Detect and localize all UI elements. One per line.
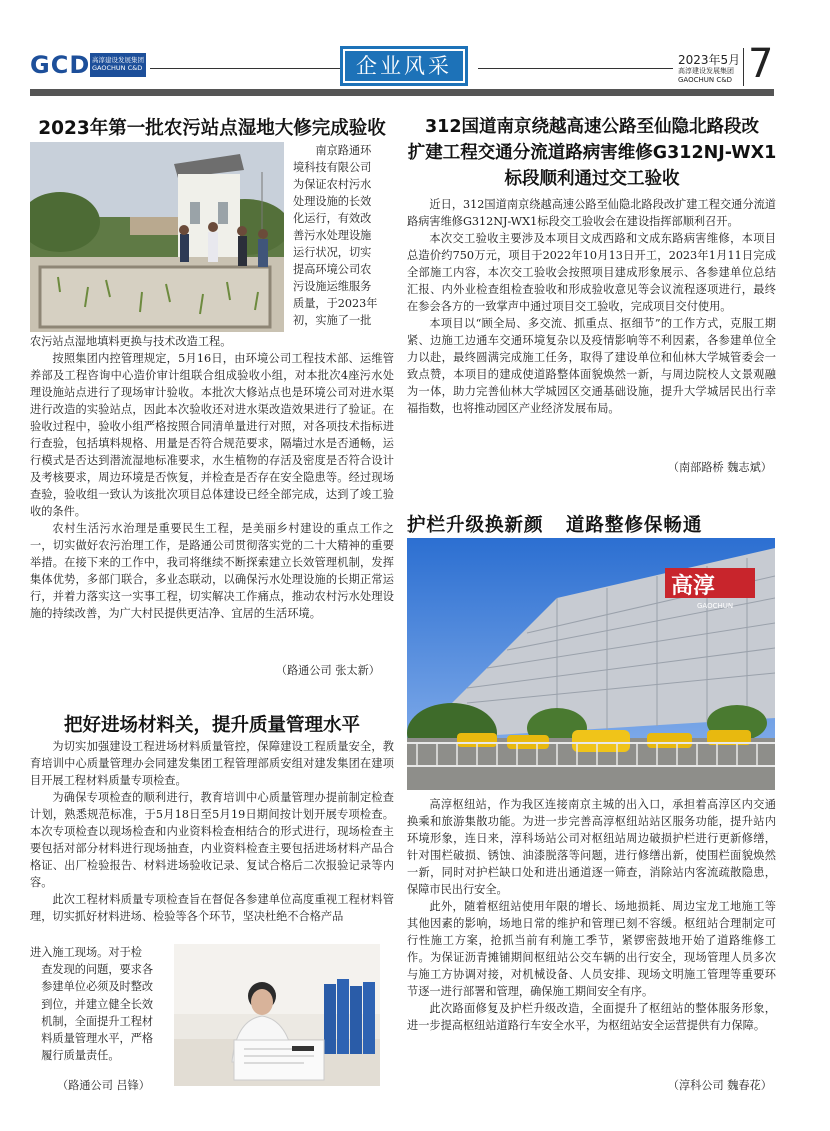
bus-terminal-image (407, 538, 775, 790)
intro-line: 处理设施的长效 (293, 195, 372, 208)
article3-paragraph-3: 本项目以“顾全局、多交流、抓重点、抠细节”的工作方式，克服工期紧、边施工边通车交通环境复杂以及疫情影响等不利因素，各参建单位全力以赴，最终圆满完成施工任务，取得了建设单位和仙林大学城管委会一致点赞，本项目的建成使道路整体面貌焕然一新，与周边院校人文景观融为一体，助力完善仙林大学城园区交通基础设施，提升大学城居民出行幸福指数，也将推动园区产业经济发展布局。 (407, 317, 776, 415)
article1-paragraph-3: 农村生活污水治理是重要民生工程，是美丽乡村建设的重点工作之一，切实做好农污治理工作，是路通公司贯彻落实党的二十大精神的重要举措。在接下来的工作中，我司将继续不断探索建立长效管理机制，发挥集体优势，多部门联合，多业态联动，以确保污水处理设施的长期正常运行，并着力落实这一实事工程，切实解决工作痛点，推动农村污水处理设施的持续改善，为广大村民提供更洁净、宜居的生活环境。 (30, 522, 394, 620)
header-rule-right (478, 68, 673, 69)
article2-paragraph-2: 为确保专项检查的顺利进行，教育培训中心质量管理办提前制定检查计划，熟悉规范标准，于5月18日至5月19日期间按计划开展专项检查。本次专项检查以现场检查和内业资料检查相结合的形式进行，现场检查主要包括对部分材料进行现场抽查，内业资料检查主要包括进场材料产品合格证、出厂检验报告、材料进场验收记录、复试合格后二次报验记录等内容。 (30, 791, 394, 889)
station-sign-small: GAOCHUN (697, 602, 734, 610)
intro-line: 南京路通环 (315, 144, 372, 157)
tail-line: 进入施工现场。对于检 (30, 946, 142, 959)
section-title: 企业风采 (340, 46, 468, 86)
article1-title: 2023年第一批农污站点湿地大修完成验收 (38, 118, 386, 139)
intro-line: 运行状况，切实 (293, 246, 372, 259)
article2-paragraph-1: 为切实加强建设工程进场材料质量管控，保障建设工程质量安全，教育培训中心质量管理办会同建发集团工程管理部质安组对建发集团在建项目开展工程材料质量专项检查。 (30, 740, 394, 787)
article1-signature: （路通公司 张太新） (275, 664, 380, 677)
intro-line: 善污水处理设施 (293, 229, 372, 242)
page-number: 7 (748, 41, 774, 87)
intro-line: 化运行，有效改 (293, 212, 372, 225)
tail-line: 机制，全面提升工程材 (41, 1014, 154, 1028)
article3-title-line: 标段顺利通过交工验收 (504, 169, 680, 189)
article3-paragraph-1: 近日，312国道南京绕越高速公路至仙隐北路段改扩建工程交通分流道路病害维修G312NJ-WX1标段交工验收会在建设指挥部顺利召开。 (407, 198, 776, 228)
tail-line: 履行质量责任。 (41, 1049, 120, 1063)
article3-paragraph-2: 本次交工验收主要涉及本项目文成西路和文成东路病害维修，本项目总造价约750万元，项目于2022年10月13日开工，2023年1月11日完成全部施工内容，本次交工验收会按照项目建成形象展示、各参建单位总结汇报、内外业检查组检查验收和形成验收意见等会议流程逐项进行，最终在参会各方的一致掌声中通过项目交工验收，完成项目交付使用。 (407, 232, 776, 313)
article4-title: 护栏升级换新颜 道路整修保畅通 (407, 515, 703, 536)
intro-line: 污设施运维服务 (293, 280, 372, 293)
article1-photo (30, 142, 284, 332)
intro-line: 境科技有限公司 (293, 161, 372, 174)
tail-line: 到位，并建立健全长效 (41, 997, 154, 1011)
header-org: 高淳建设发展集团 GAOCHUN C&D (678, 67, 734, 84)
article2-body (30, 738, 394, 925)
intro-line: 质量，于2023年 (293, 297, 378, 310)
article3-title (407, 114, 777, 192)
intro-line: 为保证农村污水 (293, 178, 372, 191)
intro-tail: 农污站点湿地填料更换与技术改造工程。 (30, 335, 232, 348)
article3-body (407, 196, 776, 417)
article4-body (407, 796, 776, 1034)
issue-date: 2023年5月 (678, 53, 741, 67)
station-sign-text: 高淳 (671, 574, 716, 599)
article1-intro (293, 142, 393, 329)
article2-title: 把好进场材料关，提升质量管理水平 (63, 715, 360, 736)
intro-line: 提高环境公司农 (293, 263, 372, 276)
gcd-logo: GCD (30, 51, 91, 79)
intro-line: 初，实施了一批 (293, 314, 372, 327)
article4-signature: （淳科公司 魏春花） (667, 1079, 772, 1092)
article3-title-line: 扩建工程交通分流道路病害维修G312NJ-WX1 (407, 143, 777, 163)
article1-paragraph-2: 按照集团内控管理规定，5月16日，由环境公司工程技术部、运维管养部及工程咨询中心造价审计组联合组成验收小组，对本批次4座污水处理设施站点进行了现场审计验收。本批次大修站点也是环境公司对进水渠进行改造的实验站点，因此本次验收还对进水渠改造效果进行了验证。在验收过程中，验收小组严格按照合同清单量进行对照，对各项技术指标进行查验，包括填料规格、用量是否符合规范要求，隔墙过水是否通畅，运行模式是否达到潜流湿地标准要求，水生植物的存活及密度是否符合设计及考核要求，周边环境是否恢复，并检查是否存在安全隐患等。经过现场查验，验收组一致认为该批次项目总体建设已经全部完成，达到了竣工验收的条件。 (30, 352, 394, 518)
article1-body (30, 333, 394, 622)
article4-photo (407, 538, 775, 790)
article4-paragraph-3: 此次路面修复及护栏升级改造，全面提升了枢纽站的整体服务形象，进一步提高枢纽站道路行车安全水平，为枢纽站安全运营提供有力保障。 (407, 1002, 776, 1032)
wetland-inspection-image (30, 142, 284, 332)
article4-paragraph-2: 此外，随着枢纽站使用年限的增长、场地损耗、周边宝龙工地施工等其他因素的影响，场地日常的维护和管理已刻不容缓。枢纽站合理制定可行性施工方案，抢抓当前有利施工季节，紧锣密鼓地开始了道路维修工作。为保证沥青摊铺期间枢纽站公交车辆的出行安全，现场管理人员多次与施工方协调对接，对机械设备、人员安排、现场文明施工管理等重要环节逐一进行部署和管理，确保施工期间安全有序。 (407, 900, 776, 998)
article3-signature: （南部路桥 魏志斌） (667, 461, 772, 474)
tail-line: 查发现的问题，要求各 (41, 963, 154, 977)
article2-paragraph-3: 此次工程材料质量专项检查旨在督促各参建单位高度重视工程材料管理，切实抓好材料进场、检验等各个环节，坚决杜绝不合格产品 (30, 893, 394, 923)
article2-signature: （路通公司 吕锋） (56, 1079, 150, 1092)
document-inspection-image (174, 944, 380, 1086)
header-rule-left (150, 68, 340, 69)
header-bar (30, 89, 774, 96)
article4-paragraph-1: 高淳枢纽站，作为我区连接南京主城的出入口，承担着高淳区内交通换乘和旅游集散功能。为进一步完善高淳枢纽站站区服务功能，提升站内环境形象，连日来，淳科场站公司对枢纽站周边破损护栏进行更新修缮，针对围栏破损、锈蚀、油漆脱落等问题，进行修缮出新，使围栏面貌焕然一新，同时对护栏缺口处和进出通道逐一筛查，消除站内客流疏散隐患，保障市民出行安全。 (407, 798, 776, 896)
tail-line: 参建单位必须及时整改 (41, 980, 154, 994)
logo-subtitle: 高淳建设发展集团 GAOCHUN C&D (90, 53, 146, 77)
header-divider (743, 48, 744, 86)
article2-photo (174, 944, 380, 1086)
article3-title-line: 312国道南京绕越高速公路至仙隐北路段改 (424, 117, 760, 137)
article2-tail (30, 944, 172, 1064)
tail-line: 料质量管理水平，严格 (41, 1032, 154, 1046)
